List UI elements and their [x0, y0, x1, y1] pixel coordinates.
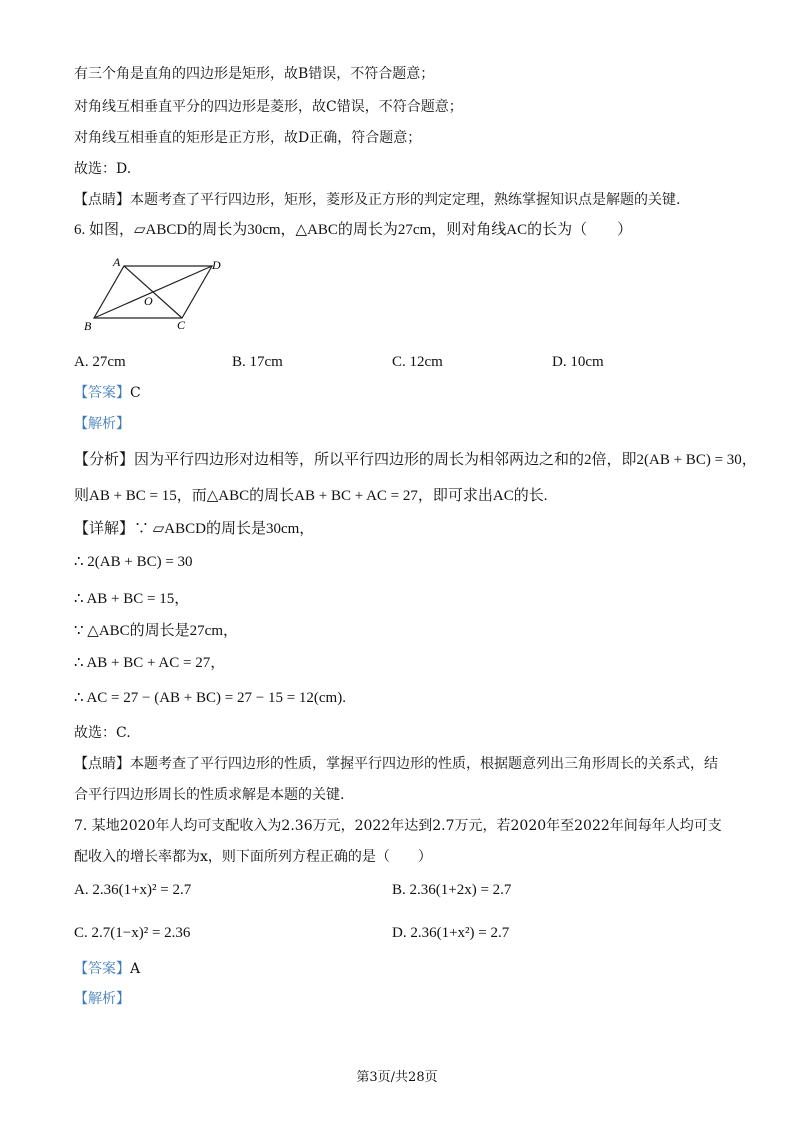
- vertex-label-c: C: [177, 318, 186, 332]
- page-footer: 第3页/共28页: [356, 1070, 438, 1085]
- option-d: D. 10cm: [552, 354, 604, 370]
- option-a: A. 27cm: [74, 354, 126, 370]
- dianjing-line: [74, 192, 734, 209]
- dianjing-line-2: [74, 756, 734, 773]
- text-line: 对角线互相垂直平分的四边形是菱形，故C错误，不符合题意；: [74, 99, 463, 115]
- answer-value-7: A: [130, 961, 141, 977]
- question-6-options: [74, 353, 734, 377]
- answer-value: C: [130, 385, 141, 401]
- option-b: B. 2.36(1+2x) = 2.7: [392, 882, 512, 898]
- xiangjie-text: ∵ ▱ABCD的周长是30cm，: [134, 521, 315, 537]
- question-7-options-row-1: [74, 881, 734, 905]
- option-d: D. 2.36(1+x²) = 2.7: [392, 925, 510, 941]
- analysis-label-7: 【解析】: [74, 991, 130, 1007]
- answer-label: 【答案】: [74, 385, 130, 401]
- step-line: ∴ AB + BC + AC = 27，: [74, 655, 226, 671]
- xiangjie-line: [74, 520, 734, 538]
- step-line: ∴ AC = 27 − (AB + BC) = 27 − 15 = 12(cm).: [74, 690, 346, 706]
- option-a: A. 2.36(1+x)² = 2.7: [74, 882, 192, 898]
- xiangjie-label: 【详解】: [74, 521, 135, 537]
- question-7-stem-2: 配收入的增长率都为x，则下面所列方程正确的是（ ）: [74, 849, 432, 865]
- question-7-options-row-2: [74, 924, 734, 948]
- dianjing-label: 【点睛】: [74, 192, 130, 208]
- answer-label-7: 【答案】: [74, 961, 130, 977]
- option-c: C. 12cm: [392, 354, 443, 370]
- step-line: ∵ △ABC的周长是27cm，: [74, 623, 238, 639]
- step-line: ∴ AB + BC = 15，: [74, 591, 190, 607]
- question-7-stem: 7. 某地2020年人均可支配收入为2.36万元，2022年达到2.7万元，若2020年至2022年间每年人均可支: [74, 818, 722, 834]
- text-line: 故选：D.: [74, 161, 132, 177]
- text-line: 有三个角是直角的四边形是矩形，故B错误，不符合题意；: [74, 66, 435, 82]
- dianjing-label-2: 【点睛】: [74, 756, 130, 772]
- text-line: 对角线互相垂直的矩形是正方形，故D正确，符合题意；: [74, 130, 422, 146]
- fenxi-label: 【分析】: [74, 452, 135, 468]
- parallelogram-diagram: [80, 252, 230, 336]
- answer-line: [74, 385, 734, 402]
- parallelogram-figure: [80, 252, 230, 341]
- analysis-label: 【解析】: [74, 416, 130, 432]
- answer-line-7: [74, 961, 734, 978]
- vertex-label-a: A: [113, 255, 121, 269]
- dianjing-text-2: 本题考查了平行四边形的性质，掌握平行四边形的性质，根据题意列出三角形周长的关系式，结: [130, 756, 718, 772]
- fenxi-line-2: 则AB + BC = 15，而△ABC的周长AB + BC + AC = 27，即可求出AC的长.: [74, 488, 548, 504]
- choose-line: 故选：C.: [74, 725, 131, 741]
- vertex-label-d: D: [212, 258, 221, 272]
- fenxi-text: 因为平行四边形对边相等，所以平行四边形的周长为相邻两边之和的2倍，即2(AB + BC) = 30，: [134, 452, 757, 468]
- question-6-stem: 6. 如图，▱ABCD的周长为30cm，△ABC的周长为27cm，则对角线AC的长为（ ）: [74, 222, 633, 238]
- dianjing-text: 本题考查了平行四边形，矩形，菱形及正方形的判定定理，熟练掌握知识点是解题的关键.: [130, 192, 681, 208]
- center-label-o: O: [144, 294, 153, 308]
- step-line: ∴ 2(AB + BC) = 30: [74, 554, 193, 570]
- vertex-label-b: B: [84, 319, 92, 333]
- fenxi-line: [74, 451, 757, 469]
- option-b: B. 17cm: [232, 354, 283, 370]
- dianjing-line-3: 合平行四边形周长的性质求解是本题的关键.: [74, 787, 345, 803]
- option-c: C. 2.7(1−x)² = 2.36: [74, 925, 191, 941]
